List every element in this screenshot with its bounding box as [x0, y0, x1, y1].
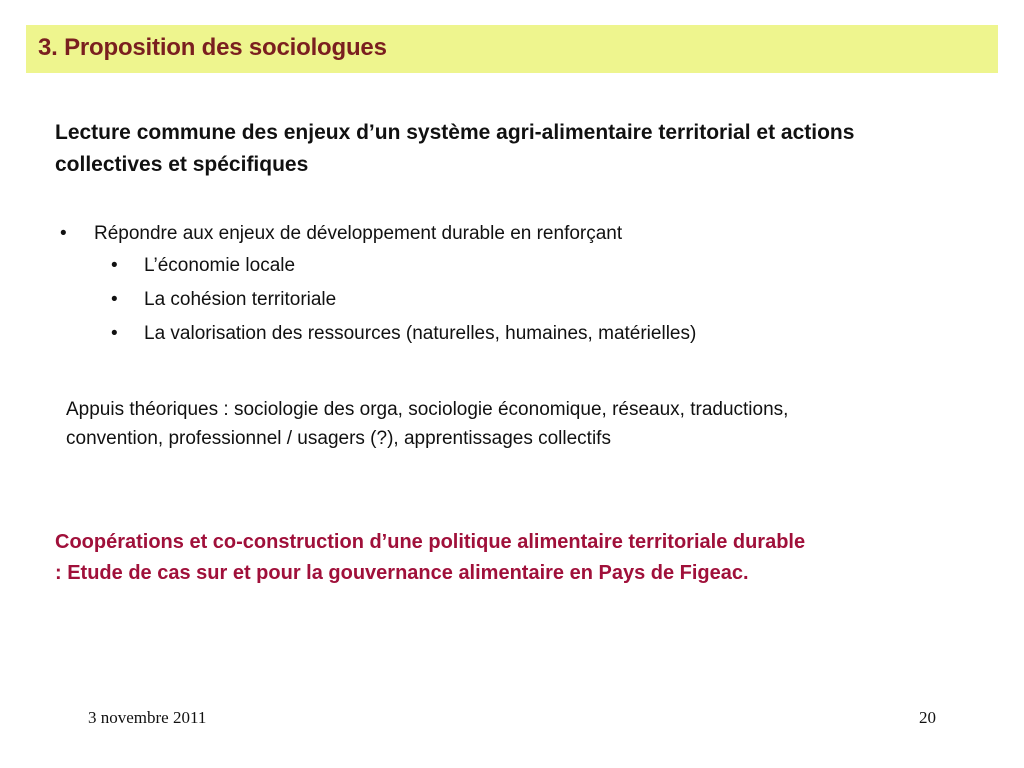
- sub-bullet-item: [111, 319, 911, 353]
- bullet-icon: •: [111, 289, 118, 310]
- section-heading: Lecture commune des enjeux d’un système agri-alimentaire territorial et actions collectives et spécifiques: [55, 121, 855, 176]
- slide-title: 3. Proposition des sociologues: [38, 34, 387, 61]
- bullet-icon: •: [60, 223, 67, 244]
- main-bullet-text: Répondre aux enjeux de développement durable en renforçant: [94, 223, 623, 244]
- sub-bullet-list: [111, 251, 911, 353]
- bullet-icon: •: [111, 255, 118, 276]
- sub-bullet-item: [111, 251, 911, 285]
- cooperation-paragraph: Coopérations et co-construction d’une politique alimentaire territoriale durable : Etude de cas sur et pour la gouvernance alimentaire en Pays de Figeac.: [55, 531, 806, 584]
- sub-bullet-text: L’économie locale: [144, 255, 296, 276]
- sub-bullet-text: La cohésion territoriale: [144, 289, 337, 310]
- footer-date: 3 novembre 2011: [88, 708, 207, 727]
- theory-paragraph: Appuis théoriques : sociologie des orga, sociologie économique, réseaux, traductions, convention, professionnel / usagers (?), apprentissages collectifs: [66, 399, 789, 449]
- sub-bullet-item: [111, 285, 911, 319]
- page-number: 20: [919, 708, 936, 727]
- sub-bullet-text: La valorisation des ressources (naturelles, humaines, matérielles): [144, 323, 697, 344]
- title-bar: [26, 25, 998, 73]
- bullet-icon: •: [111, 323, 118, 344]
